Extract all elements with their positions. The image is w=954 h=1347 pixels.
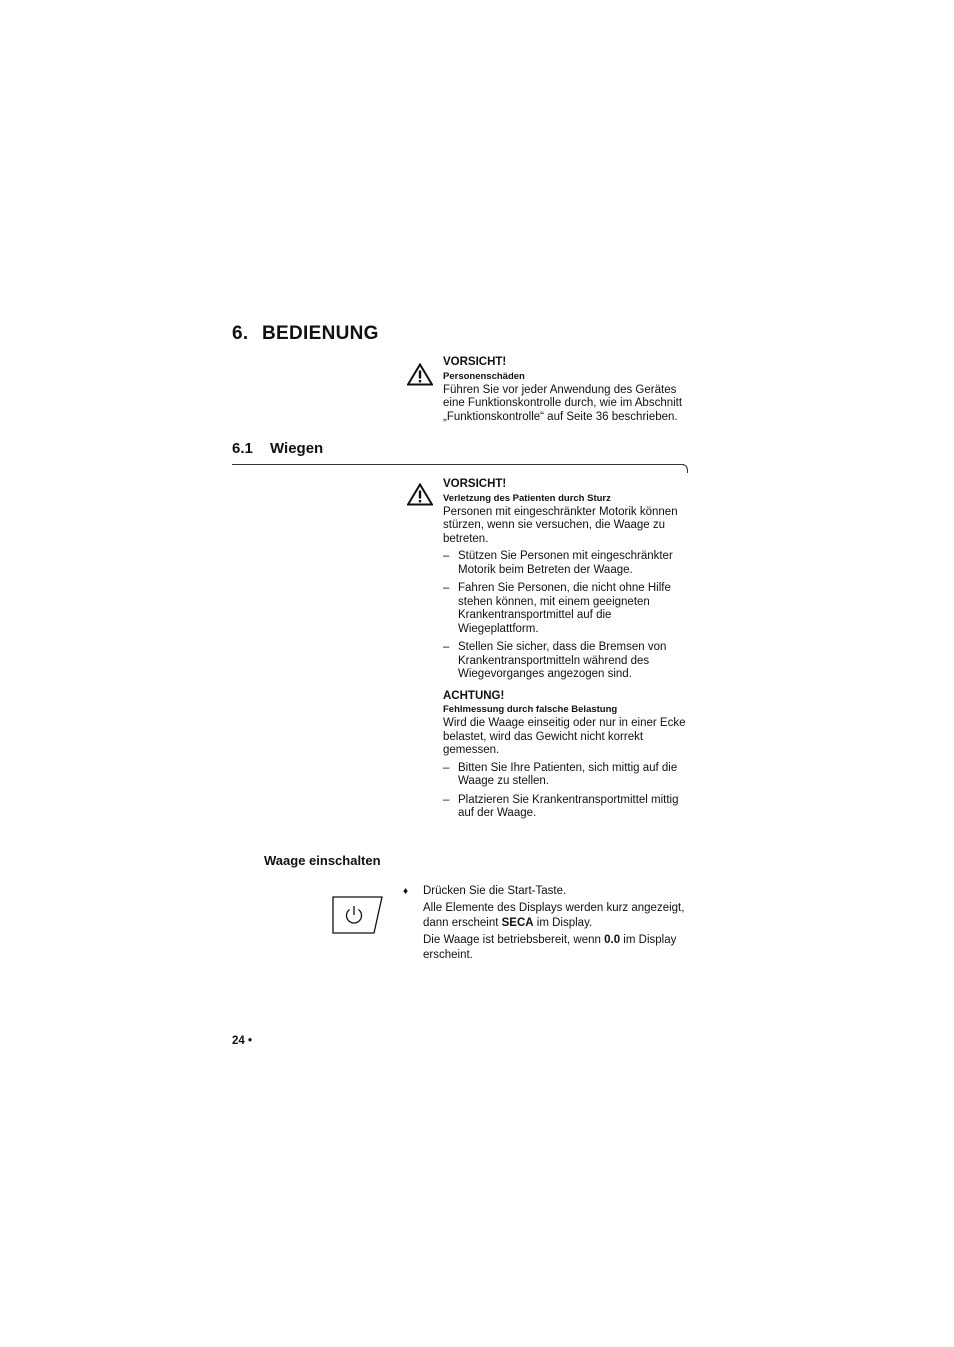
step-result-text: Alle Elemente des Displays werden kurz angezeigt, dann erscheint — [423, 901, 685, 929]
warning-label: VORSICHT! — [443, 478, 507, 490]
display-value-seca: SECA — [501, 917, 534, 929]
section-divider — [232, 464, 684, 465]
notice-text: Wird die Waage einseitig oder nur in einer Ecke belastet, wird das Gewicht nicht korrekt gemessen. — [443, 717, 686, 756]
warning-text: Führen Sie vor jeder Anwendung des Gerätes eine Funktionskontrolle durch, wie im Abschnitt „Funktionskontrolle“ auf Seite 36 beschrieben. — [443, 383, 683, 423]
notice-subtitle: Fehlmessung durch falsche Belastung — [443, 704, 618, 715]
section-divider-corner — [681, 464, 688, 473]
step-result-text: im Display erscheint. — [423, 933, 677, 961]
chapter-heading — [232, 323, 379, 345]
warning-subtitle: Personenschäden — [443, 370, 525, 382]
notice-label: ACHTUNG! — [443, 689, 505, 702]
diamond-bullet-icon: ♦ — [403, 886, 409, 897]
chapter-number: 6. — [232, 323, 249, 344]
subsection-heading: Waage einschalten — [264, 853, 381, 868]
warning-triangle-icon — [407, 483, 433, 506]
warning-label: VORSICHT! — [443, 356, 507, 368]
chapter-title: BEDIENUNG — [262, 323, 379, 344]
section-heading — [232, 440, 323, 457]
display-value-zero: 0.0 — [604, 933, 621, 946]
warning-subtitle: Verletzung des Patienten durch Sturz — [443, 492, 611, 504]
list-item: – Stützen Sie Personen mit eingeschränkter Motorik beim Betreten der Waage. — [443, 550, 693, 577]
step-result-seca — [423, 901, 691, 932]
warning-personal-injury — [443, 356, 693, 424]
step-result-ready — [423, 933, 691, 964]
warning-triangle-icon — [407, 363, 433, 386]
step-instruction: Drücken Sie die Start-Taste. — [423, 885, 567, 897]
warning-text: Personen mit eingeschränkter Motorik können stürzen, wenn sie versuchen, die Waage zu betreten. — [443, 505, 678, 545]
list-item: – Stellen Sie sicher, dass die Bremsen von Krankentransportmitteln während des Wiegevorganges angezogen sind. — [443, 641, 693, 682]
step-result-text: im Display. — [533, 917, 593, 929]
list-item: – Bitten Sie Ihre Patienten, sich mittig auf die Waage zu stellen. — [443, 762, 693, 789]
list-item: – Platzieren Sie Krankentransportmittel mittig auf der Waage. — [443, 794, 693, 821]
list-item: – Fahren Sie Personen, die nicht ohne Hilfe stehen können, mit einem geeigneten Krankentransportmittel auf die Wiegeplattform. — [443, 582, 693, 636]
page-number: 24 • — [232, 1035, 253, 1047]
step-result-text: Die Waage ist betriebsbereit, wenn — [423, 933, 605, 946]
section-number: 6.1 — [232, 440, 253, 457]
warning-fall-injury — [443, 478, 693, 821]
section-title: Wiegen — [270, 440, 324, 457]
start-key-icon — [330, 895, 384, 935]
step-text — [423, 884, 691, 964]
